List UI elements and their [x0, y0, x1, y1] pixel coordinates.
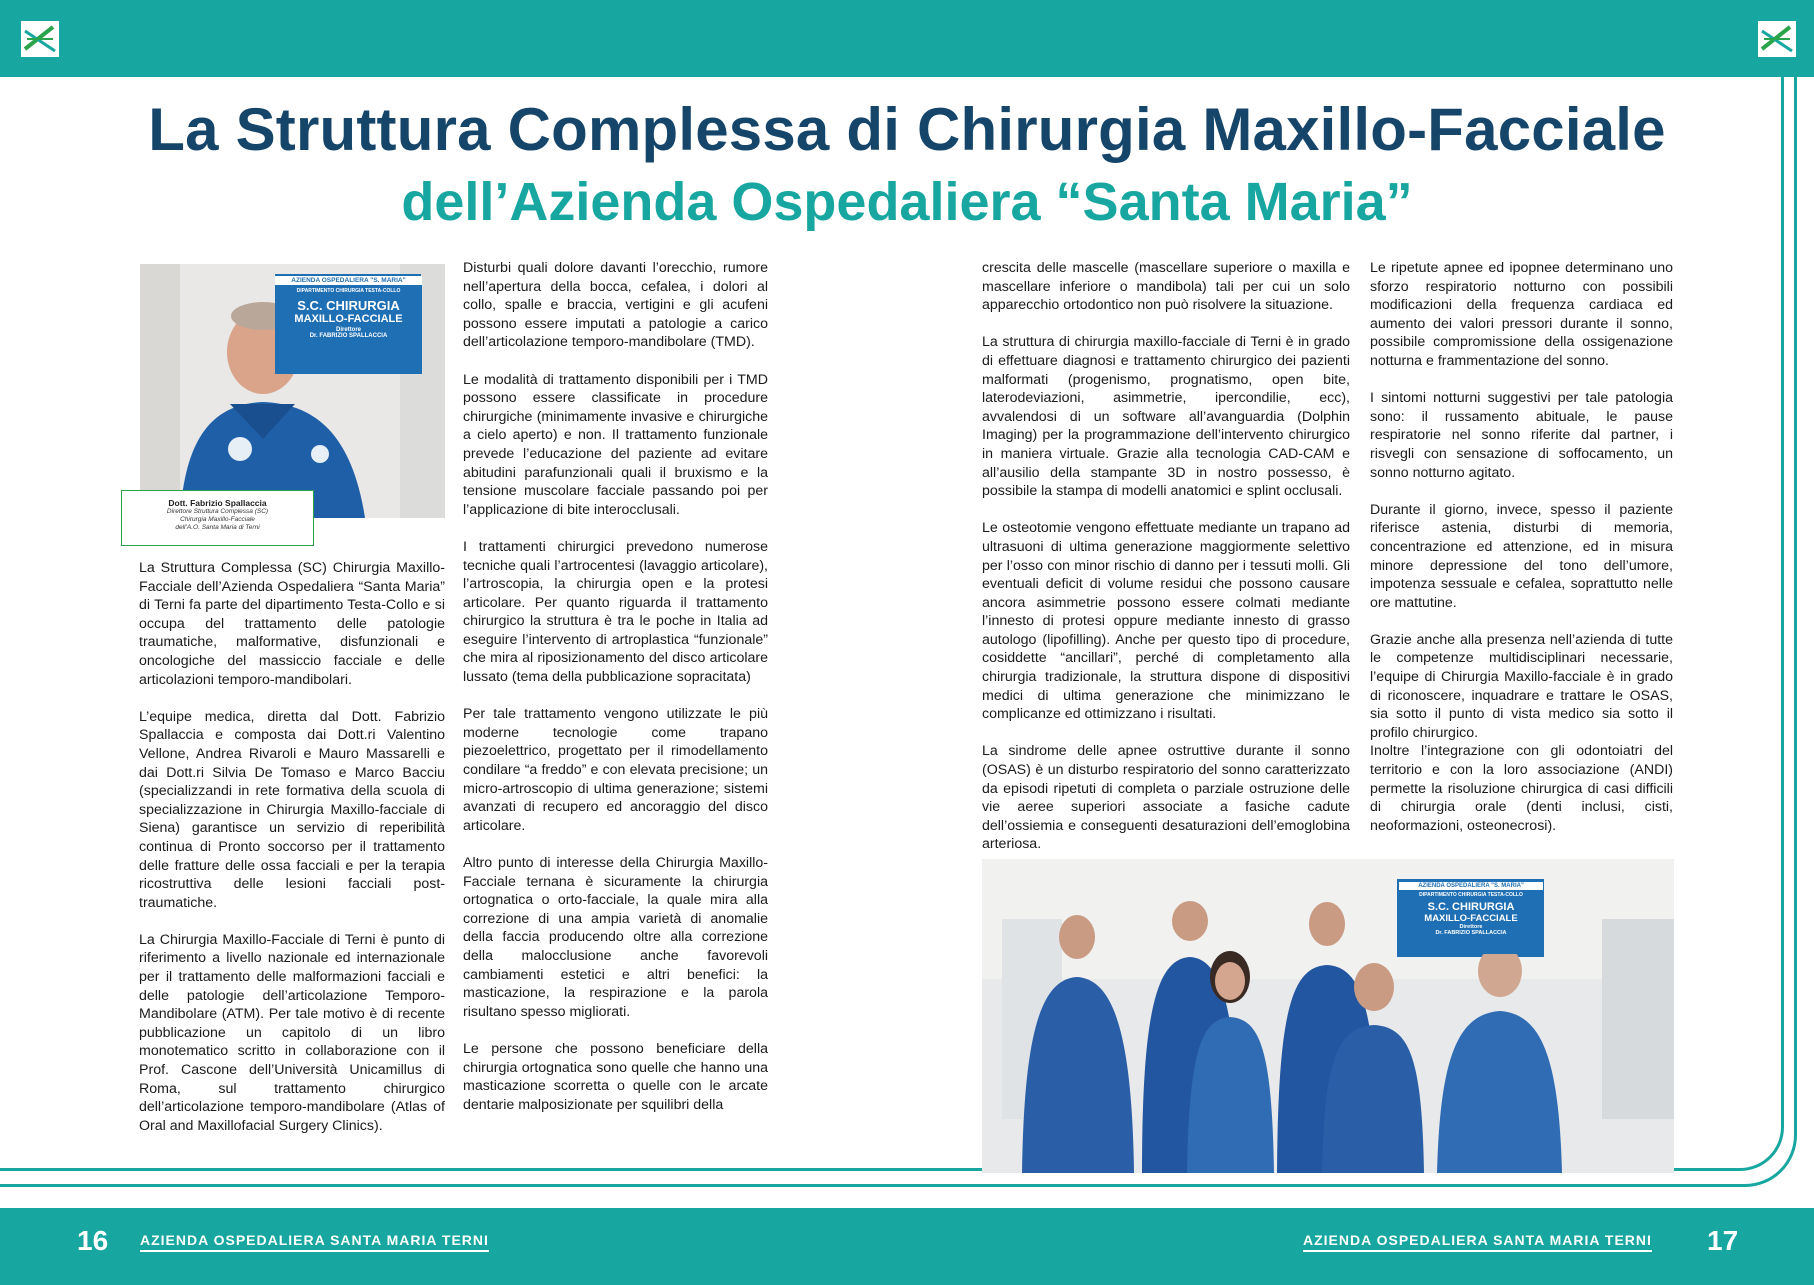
sign-director-name: Dr. FABRIZIO SPALLACCIA: [309, 333, 388, 339]
paragraph: La Struttura Complessa (SC) Chirurgia Maxillo-Facciale dell’Azienda Ospedaliera “Santa Maria” di Terni fa parte del dipartimento Testa-Collo e si occupa del trattamento delle patologie traumatiche, malformative, disfunzionali e oncologiche del massiccio facciale e delle articolazioni temporo-mandibolari.: [139, 560, 445, 688]
caption-role-1: Direttore Struttura Complessa (SC): [166, 508, 269, 515]
photo-caption: [121, 490, 314, 546]
page-number-right: 17: [1707, 1225, 1739, 1256]
paragraph: Le modalità di trattamento disponibili per i TMD possono essere classificate in procedure chirurgiche (minimamente invasive e chirurgiche a cielo aperto) e non. Il trattamento funzionale prevede l’educazione del paziente ad evitare abitudini parafunzionali quali il bruxismo e la tensione muscolare facciale passando poi per l’applicazione di bite interocclusali.: [463, 371, 768, 518]
page-number-left: 16: [77, 1225, 109, 1256]
team-sign-unit-2: MAXILLO-FACCIALE: [1424, 913, 1518, 924]
paragraph: Per tale trattamento vengono utilizzate le più moderne tecnologie come trapano piezoelettrico, progettato per il rimodellamento condilare “a freddo” e con elevata precisione; un micro-artroscopio di ultima generazione; sistemi avanzati di recupero ed ancoraggio del disco articolare.: [463, 706, 768, 834]
team-sign-department: DIPARTIMENTO CHIRURGIA TESTA-COLLO: [1419, 892, 1523, 898]
paragraph: La struttura di chirurgia maxillo-facciale di Terni è in grado di effettuare diagnosi e trattamento chirurgico dei pazienti malformati (progenismo, prognatismo, open bite, laterodeviazioni, asimmetrie, ipercondilie, ecc), avvalendosi di un software all’avanguardia (Dolphin Imaging) per la programmazione dell’intervento chirurgico in maniera virtuale. Grazie alla tecnologia CAD-CAM e all’ausilio della stampante 3D in nostro possesso, è possibile la stampa di modelli anatomici e splint occlusali.: [982, 334, 1350, 500]
paragraph: La Chirurgia Maxillo-Facciale di Terni è punto di riferimento a livello nazionale ed internazionale per il trattamento delle malformazioni facciali e delle patologie dell’articolazione Temporo-Mandibolare (ATM). Per tale motivo è di recente pubblicazione un capitolo di un libro monotematico scritto in collaborazione con il Prof. Cascone dell’Università Unicamillus di Roma, sul trattamento chirurgico dell’articolazione temporo-mandibolare (Atlas of Oral and Maxillofacial Surgery Clinics).: [139, 931, 445, 1134]
text-column-4: [1370, 259, 1673, 854]
paragraph: La sindrome delle apnee ostruttive durante il sonno (OSAS) è un disturbo respiratorio del sonno caratterizzato da episodi ripetuti di completa o parziale ostruzione delle vie aeree superiori associate a fasiche cadute dell’ossiemia e conseguenti desaturazioni dell’emoglobina arteriosa.: [982, 743, 1350, 853]
text-column-2: [463, 259, 768, 1133]
paragraph: L’equipe medica, diretta dal Dott. Fabrizio Spallaccia e composta dai Dott.ri Valentino Vellone, Andrea Rivaroli e Mauro Massarelli e dai Dott.ri Silvia De Tomaso e Marco Bacciu (specializzandi in rete formativa della scuola di specializzazione in Chirurgia Maxillo-facciale di Siena) garantisce un servizio di reperibilità continua di Pronto soccorso per il trattamento delle fratture delle ossa facciali e per la terapia ricostruttiva delle lesioni facciali post-traumatiche.: [139, 708, 445, 911]
caption-name: Dott. Fabrizio Spallaccia: [168, 498, 267, 508]
sign-director-label: Direttore: [335, 327, 361, 333]
sign-unit-1: S.C. CHIRURGIA: [297, 298, 400, 313]
team-sign-hospital: AZIENDA OSPEDALIERA "S. MARIA": [1399, 882, 1543, 890]
caption-role-2: Chirurgia Maxillo-Facciale: [180, 516, 255, 523]
footer-label-right: AZIENDA OSPEDALIERA SANTA MARIA TERNI: [1303, 1232, 1652, 1252]
team-sign-director-name: Dr. FABRIZIO SPALLACCIA: [1435, 930, 1507, 936]
text-column-3: [982, 259, 1350, 873]
team-sign-unit-1: S.C. CHIRURGIA: [1427, 901, 1515, 913]
page-subtitle: dell’Azienda Ospedaliera “Santa Maria”: [401, 172, 1413, 232]
paragraph: crescita delle mascelle (mascellare superiore o maxilla e mascellare inferiore o mandibola) tali per cui un solo apparecchio ortodontico non può risolvere la situazione.: [982, 260, 1350, 314]
footer-label-left: AZIENDA OSPEDALIERA SANTA MARIA TERNI: [140, 1232, 489, 1252]
sign-department: DIPARTIMENTO CHIRURGIA TESTA-COLLO: [296, 288, 401, 294]
paragraph: Disturbi quali dolore davanti l’orecchio, rumore nell’apertura della bocca, cefalea, i dolori al collo, spalle e braccia, vertigini e gli acufeni possono essere imputati a patologie a carico dell’articolazione temporo-mandibolare (TMD).: [463, 260, 768, 351]
top-band: [0, 0, 1814, 77]
paragraph: Le persone che possono beneficiare della chirurgia ortognatica sono quelle che hanno una masticazione scorretta o quelle con le arcate dentarie malposizionate per squilibri della: [463, 1040, 768, 1113]
caption-role-3: dell’A.O. Santa Maria di Terni: [175, 524, 260, 531]
department-sign: [275, 276, 422, 374]
paragraph: Le ripetute apnee ed ipopnee determinano uno sforzo respiratorio notturno con possibili modificazioni della frequenza cardiaca ed aumento dei valori pressori durante il sonno, possibile compromissione della ossigenazione notturna e frammentazione del sonno.: [1370, 260, 1673, 369]
aosp-logo-icon: [21, 21, 59, 57]
team-department-sign: [1399, 882, 1543, 954]
paragraph: Le osteotomie vengono effettuate mediante un trapano ad ultrasuoni di ultima generazione maggiormente selettivo per l’osso con minor rischio di danno per i tessuti molli. Gli eventuali deficit di volume residui che possono causare ancora asimmetrie possono essere colmati mediante l’innesto di protesi oppure mediante innesto di grasso autologo (lipofilling). Anche per questo tipo di procedure, cosiddette “ancillari”, perché di completamento alla chirurgia tradizionale, la struttura dispone di dispositivi medici di ultima generazione che minimizzano le complicanze ed ottimizzano i risultati.: [982, 520, 1350, 723]
text-column-1: [139, 559, 445, 1154]
paragraph: Durante il giorno, invece, spesso il paziente riferisce astenia, disturbi di memoria, concentrazione ed attenzione, ed in misura minore depressione del tono dell’umore, impotenza sessuale e cefalea, soprattutto nelle ore mattutine.: [1370, 501, 1673, 611]
team-sign-director-label: Direttore: [1459, 924, 1483, 930]
sign-unit-2: MAXILLO-FACCIALE: [294, 313, 403, 325]
paragraph: I trattamenti chirurgici prevedono numerose tecniche quali l’artrocentesi (lavaggio articolare), l’artroscopia, la chirurgia open e la protesi articolare. Per quanto riguarda il trattamento chirurgico la struttura è tra le poche in Italia ad eseguire l’intervento di artroplastica “funzionale” che mira al riposizionamento del disco articolare lussato (tema della pubblicazione sopracitata): [463, 538, 768, 686]
team-photo: [982, 859, 1674, 1173]
aosp-logo-icon: [1758, 21, 1796, 57]
page-title: La Struttura Complessa di Chirurgia Maxillo-Facciale: [148, 96, 1666, 163]
paragraph: I sintomi notturni suggestivi per tale patologia sono: il russamento abituale, le pause respiratorie nel sonno riferite dal partner, i risvegli con sensazione di soffocamento, un sonno notturno agitato.: [1370, 390, 1673, 481]
paragraph: Grazie anche alla presenza nell’azienda di tutte le competenze multidisciplinari necessarie, l’equipe di Chirurgia Maxillo-facciale è in grado di riconoscere, inquadrare e trattare le OSAS, sia sotto il punto di vista medico sia sotto il profilo chirurgico.: [1370, 631, 1673, 741]
paragraph: Altro punto di interesse della Chirurgia Maxillo-Facciale ternana è sicuramente la chirurgia ortognatica o orto-facciale, la quale mira alla correzione di una ampia varietà di anomalie della faccia producendo oltre alla correzione della malocclusione anche favorevoli cambiamenti estetici e altri benefici: la masticazione, la respirazione e la parola risultano spesso migliorati.: [463, 855, 768, 1020]
sign-hospital: AZIENDA OSPEDALIERA "S. MARIA": [275, 276, 422, 285]
paragraph: Inoltre l’integrazione con gli odontoiatri del territorio e con la loro associazione (ANDI) permette la risoluzione chirurgica di casi difficili di chirurgia orale (denti inclusi, cisti, neoformazioni, osteonecrosi).: [1370, 743, 1673, 834]
